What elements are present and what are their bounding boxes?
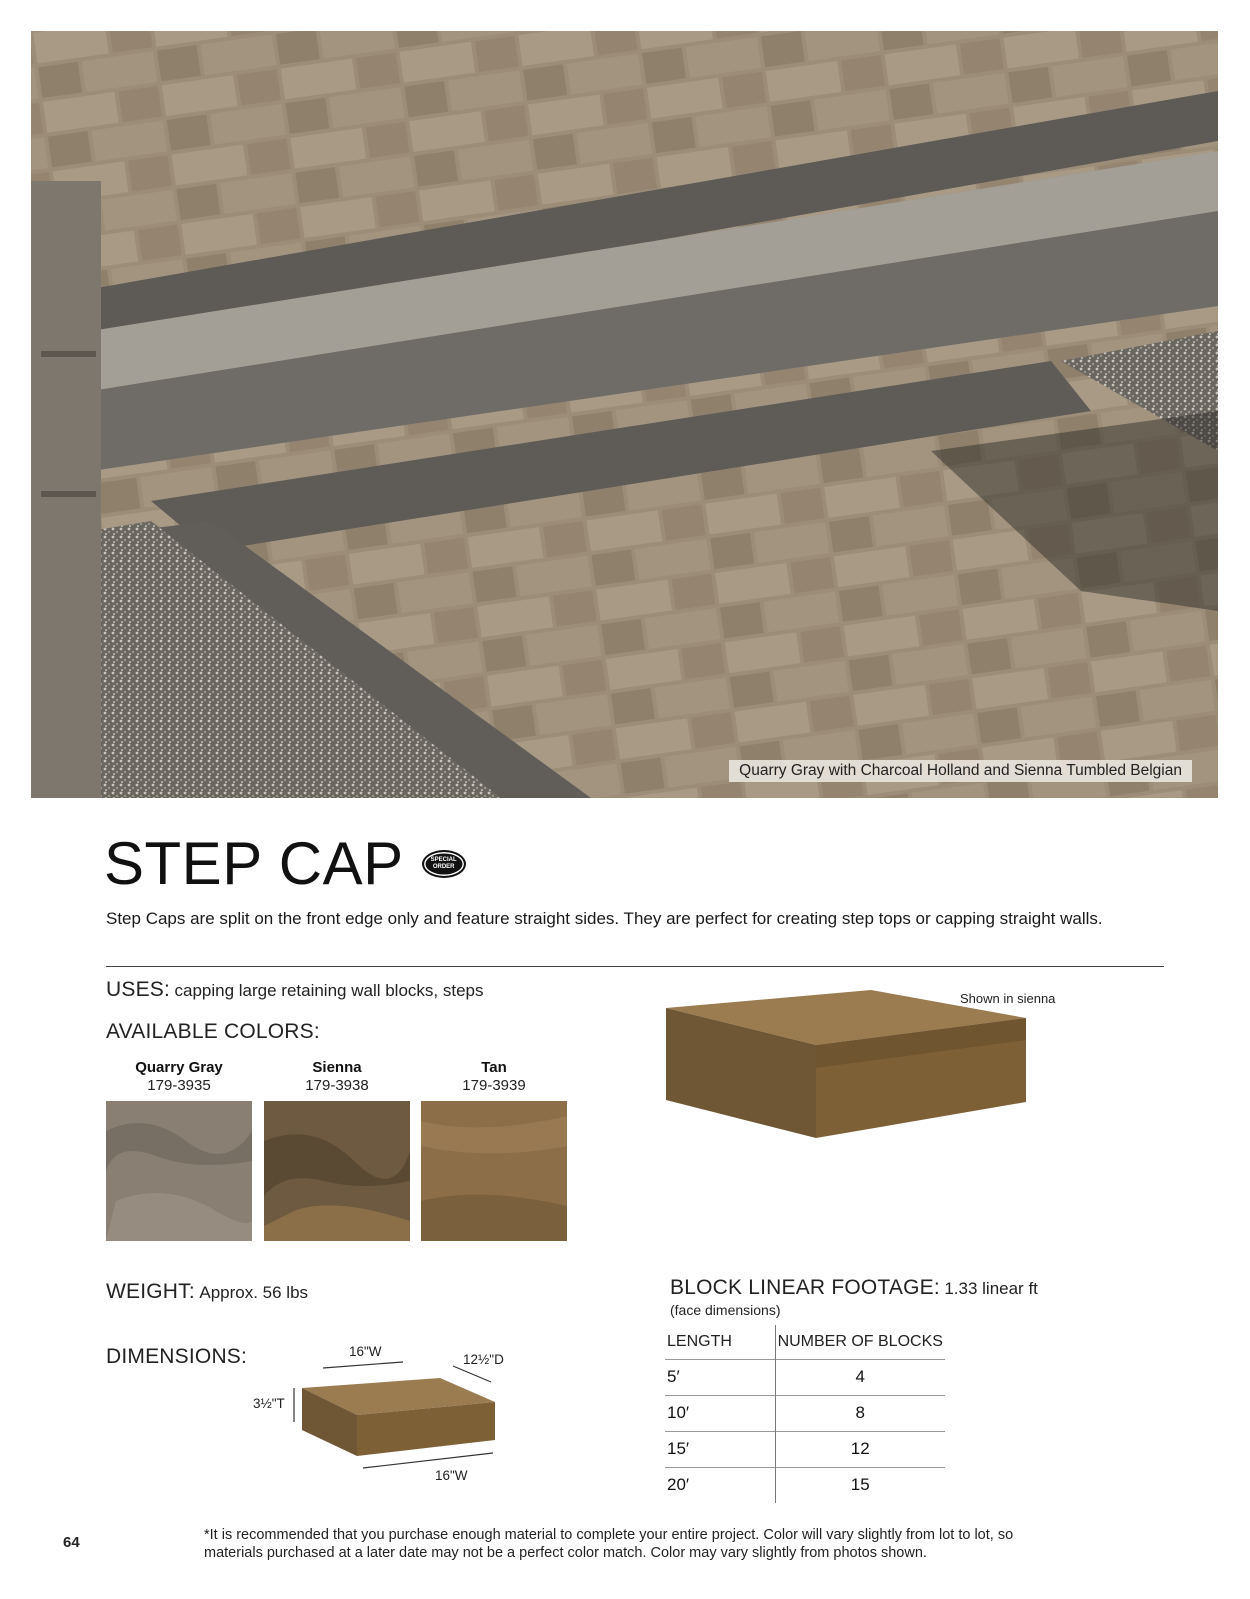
weight-section — [106, 1280, 308, 1304]
blocks-cell: 8 — [775, 1395, 945, 1431]
length-cell: 5′ — [665, 1359, 775, 1395]
divider — [106, 966, 1164, 967]
product-description: Step Caps are split on the front edge only and feature straight sides. They are perfect for creating step tops or capping straight walls. — [106, 909, 1103, 928]
uses-label: USES: — [106, 978, 171, 1001]
depth-label: 12½"D — [463, 1352, 504, 1367]
uses-section — [106, 978, 484, 1002]
color-name: Quarry Gray — [135, 1059, 223, 1076]
header-length: LENGTH — [667, 1332, 732, 1350]
top-width-label: 16"W — [349, 1344, 382, 1359]
page-number: 64 — [63, 1534, 80, 1551]
badge-line1: SPECIAL — [430, 857, 457, 863]
bottom-width-label: 16"W — [435, 1468, 468, 1483]
dimensions-label: DIMENSIONS: — [106, 1345, 248, 1368]
sienna-swatch — [264, 1101, 410, 1241]
face-dimensions-note: (face dimensions) — [670, 1302, 781, 1318]
table-header-row — [665, 1325, 945, 1359]
tan-swatch — [421, 1101, 567, 1241]
page-title: STEP CAP — [104, 830, 404, 897]
length-cell: 10′ — [665, 1395, 775, 1431]
header-number-of-blocks: NUMBER OF BLOCKS — [775, 1325, 945, 1359]
footnote: *It is recommended that you purchase enough material to complete your entire project. Color will vary slightly from lot to lot, so materials purchased at a later date may not be a perfect color match. Color may vary slightly from photos shown. — [204, 1527, 1014, 1561]
color-name: Tan — [481, 1059, 507, 1076]
linear-footage-value: 1.33 linear ft — [944, 1279, 1038, 1298]
photo-caption: Quarry Gray with Charcoal Holland and Sienna Tumbled Belgian — [729, 760, 1192, 782]
color-code: 179-3935 — [147, 1077, 211, 1094]
title-row — [104, 830, 466, 897]
color-sienna — [264, 1059, 410, 1246]
table-row — [665, 1431, 945, 1467]
blocks-cell: 12 — [775, 1431, 945, 1467]
table-row — [665, 1395, 945, 1431]
uses-value: capping large retaining wall blocks, steps — [174, 981, 484, 1000]
hero-photo — [31, 31, 1218, 798]
linear-footage-heading — [670, 1276, 1038, 1300]
color-tan — [421, 1059, 567, 1246]
quarry-gray-swatch — [106, 1101, 252, 1241]
length-cell: 15′ — [665, 1431, 775, 1467]
blocks-cell: 15 — [775, 1467, 945, 1503]
badge-line2: ORDER — [432, 864, 455, 870]
thickness-label: 3½"T — [253, 1396, 285, 1411]
paver-patio-illustration — [31, 31, 1218, 798]
dimension-block-figure — [245, 1360, 525, 1500]
linear-footage-table — [665, 1325, 945, 1503]
blocks-cell: 4 — [775, 1359, 945, 1395]
shown-in-note: Shown in sienna — [960, 991, 1056, 1006]
available-colors-label: AVAILABLE COLORS: — [106, 1020, 320, 1043]
table-row — [665, 1359, 945, 1395]
color-name: Sienna — [312, 1059, 362, 1076]
table-row — [665, 1467, 945, 1503]
color-code: 179-3938 — [305, 1077, 369, 1094]
color-code: 179-3939 — [462, 1077, 526, 1094]
step-cap-block-photo — [666, 990, 1034, 1140]
dimension-diagram — [245, 1344, 525, 1500]
weight-label: WEIGHT: — [106, 1280, 195, 1303]
linear-footage-label: BLOCK LINEAR FOOTAGE: — [670, 1276, 940, 1299]
special-order-badge — [422, 850, 466, 878]
weight-value: Approx. 56 lbs — [199, 1283, 309, 1302]
length-cell: 20′ — [665, 1467, 775, 1503]
color-quarry-gray — [106, 1059, 252, 1246]
